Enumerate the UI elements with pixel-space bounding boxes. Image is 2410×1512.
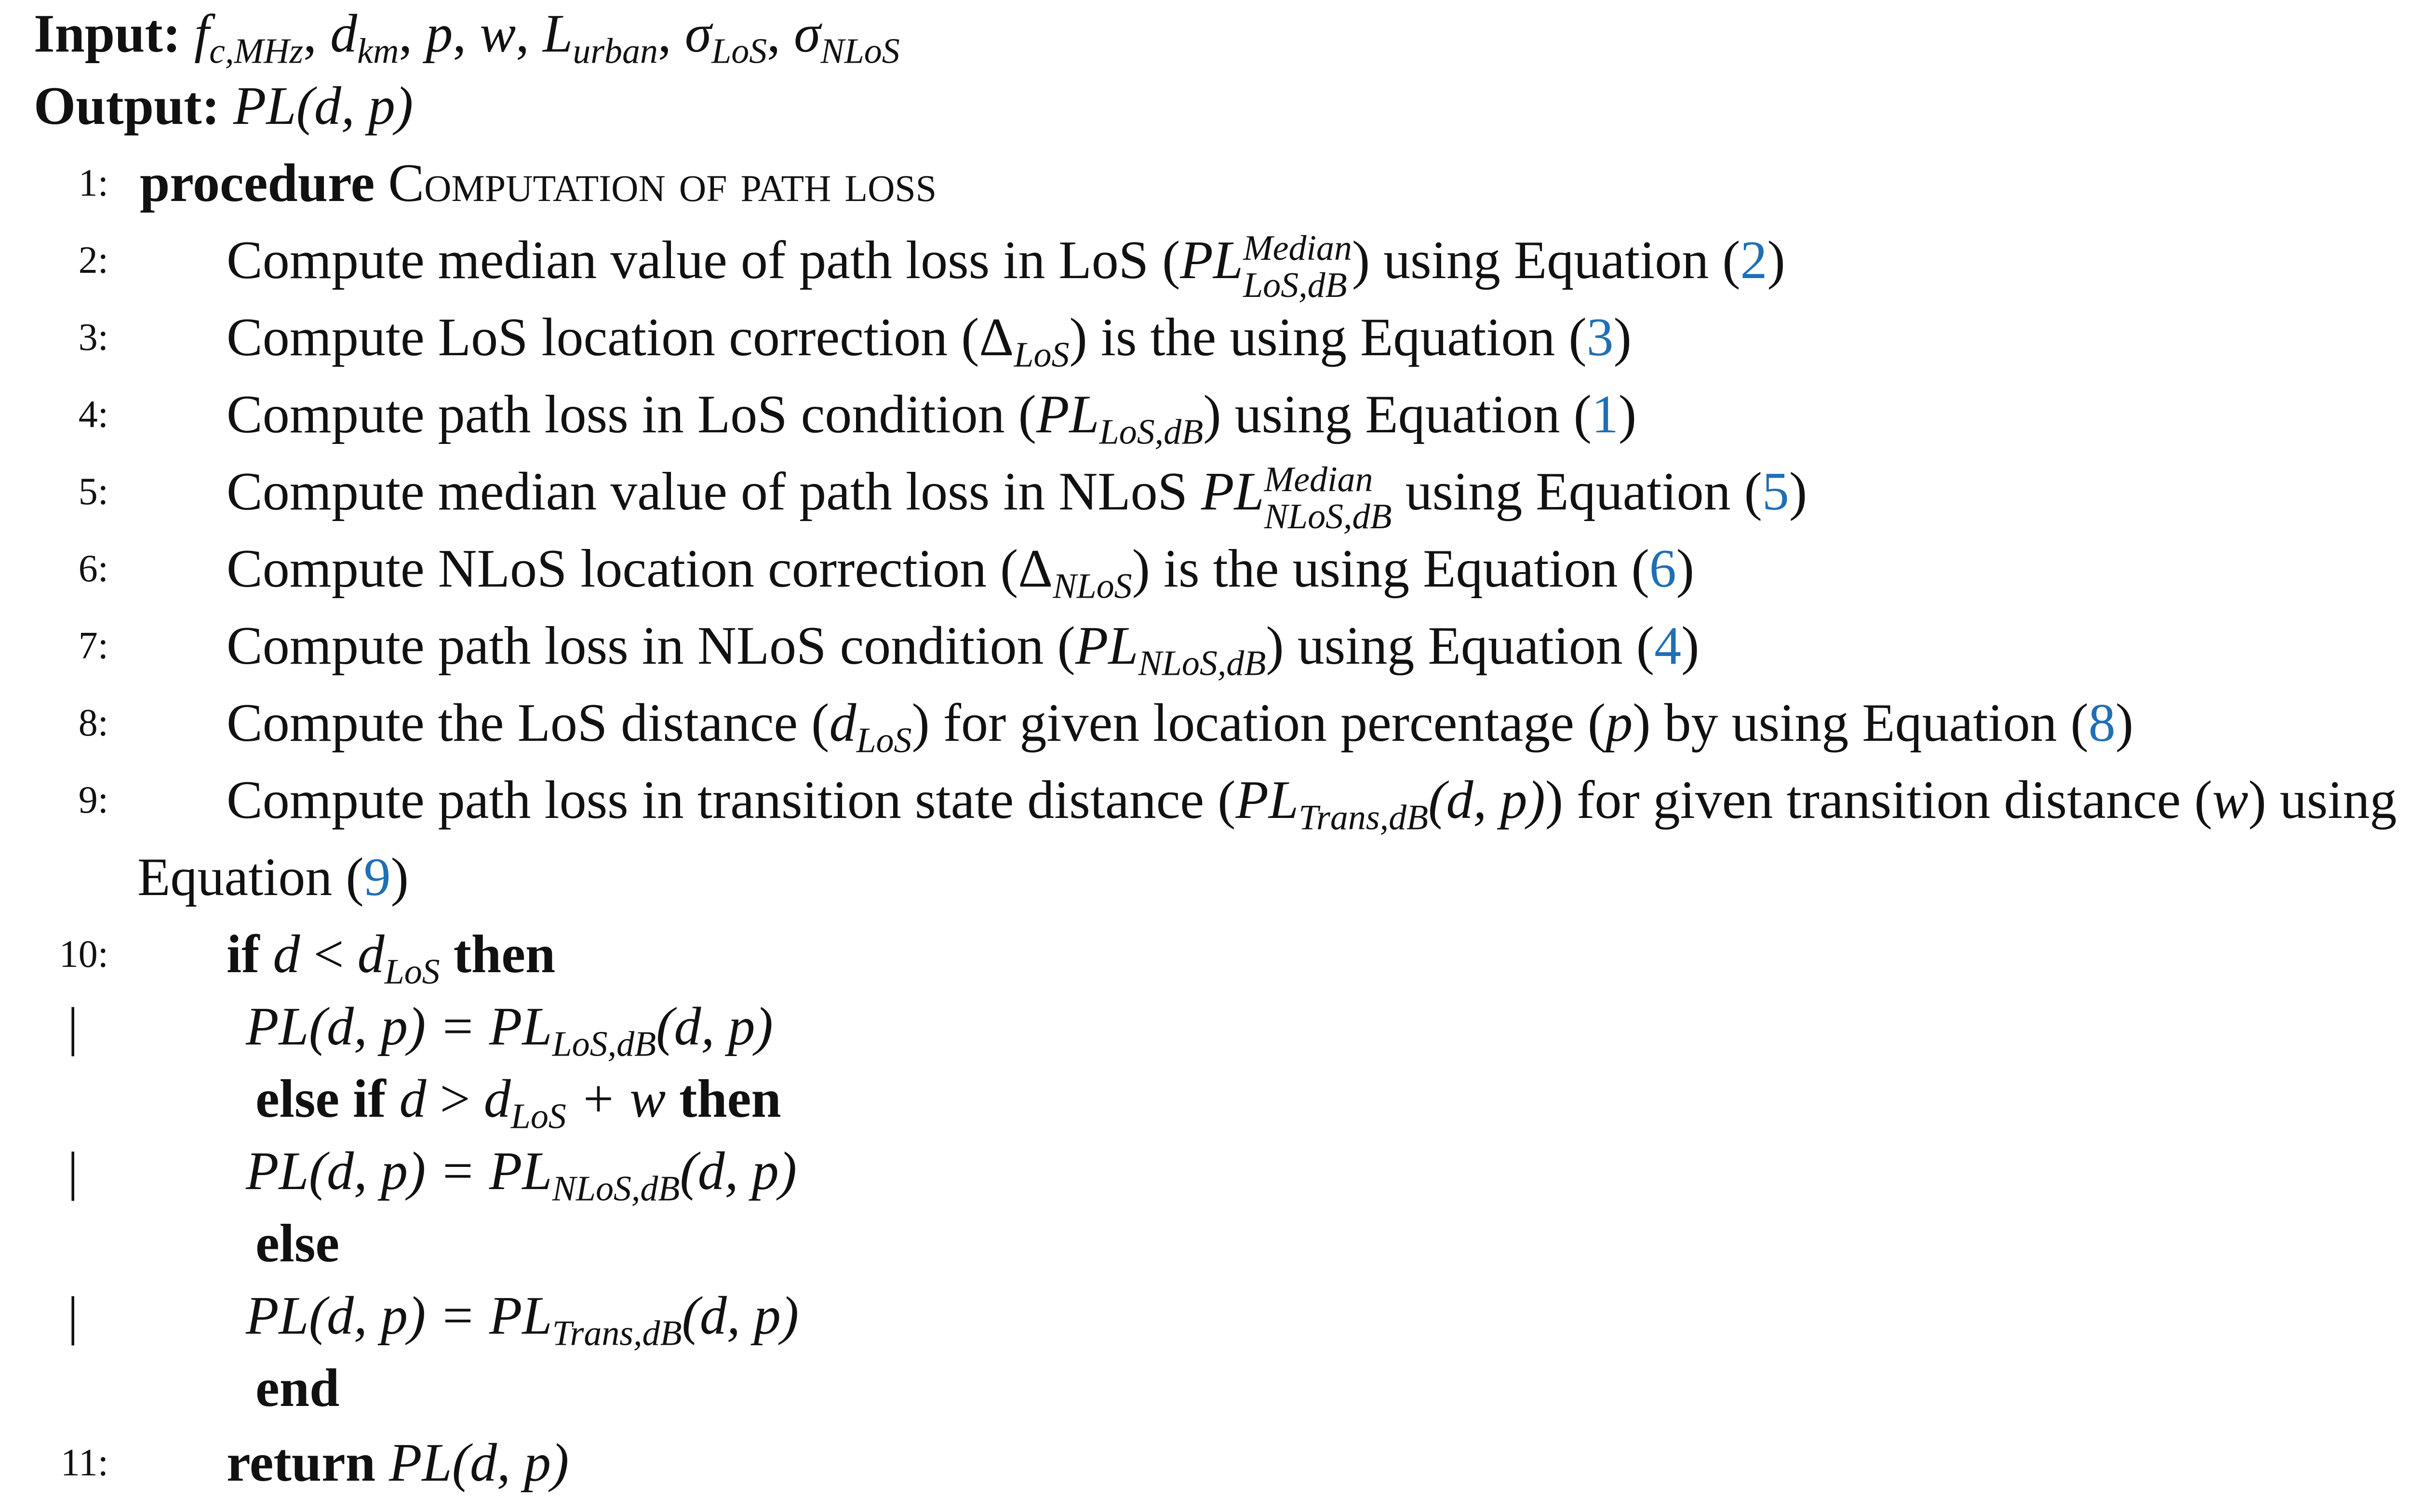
equation-ref-8[interactable]: 8: [2088, 693, 2115, 753]
line-number: 9:: [78, 779, 108, 821]
procedure-name: Computation of path loss: [388, 153, 937, 213]
else-if-keyword: else if: [255, 1069, 386, 1129]
equation-ref-9[interactable]: 9: [363, 847, 391, 907]
line-number: 5:: [78, 470, 108, 513]
if-keyword: if: [227, 924, 260, 984]
then-keyword: then: [453, 924, 556, 984]
input-var-dkm: $d_{km}$: [330, 4, 399, 71]
input-var-sigma-los: $\sigma_{LoS}$: [684, 4, 767, 71]
return-expr: PL(d, p): [388, 1433, 569, 1493]
return-keyword: return: [227, 1433, 375, 1493]
block-bar: |: [67, 997, 79, 1057]
input-line: Input: $f_{c,MHz}$, $d_{km}$, p, w, $L_{urban}$, $\sigma_{LoS}$, $\sigma_{NLoS}$: [34, 4, 900, 71]
output-label: Output:: [34, 76, 220, 136]
equation-ref-6[interactable]: 6: [1649, 539, 1676, 599]
block-bar: |: [67, 1286, 79, 1346]
line-number: 3:: [78, 316, 108, 359]
line-number: 1:: [78, 162, 108, 204]
output-line: [34, 72, 413, 140]
equation-ref-5[interactable]: 5: [1762, 462, 1789, 522]
input-var-fc: $f_{c,MHz}$: [194, 4, 304, 71]
line-number: 4:: [78, 393, 108, 436]
block-bar: |: [67, 1141, 79, 1201]
end-keyword: end: [255, 1358, 340, 1418]
line-number: 8:: [78, 702, 108, 744]
output-expr: PL(d, p): [233, 76, 414, 136]
equation-ref-4[interactable]: 4: [1654, 616, 1682, 676]
line-number: 2:: [78, 239, 108, 281]
equation-ref-2[interactable]: 2: [1740, 230, 1767, 290]
input-label: Input:: [34, 4, 181, 64]
line-number: 11:: [60, 1442, 108, 1484]
line-number: 10:: [59, 933, 108, 976]
equation-ref-1[interactable]: 1: [1591, 385, 1619, 444]
line-number: 6:: [78, 548, 108, 590]
input-var-p: p: [426, 4, 453, 64]
algorithm-block: Input: $f_{c,MHz}$, $d_{km}$, p, w, $L_{urban}$, $\sigma_{LoS}$, $\sigma_{NLoS}$ Output: PL(d, p) 1: procedure Computation of path loss 2: Compute median value of path loss in LoS (PL Median LoS,dB ) using Equation (2) 3: Compute LoS location correction $(\Delta_{LoS})$ is the using Equation (3) 4: Compute path loss in LoS condition $(PL_{LoS,dB})$ using Equation (1) 5: Compute median value of path loss in NLoS PL Median NLoS,dB using Equation (5) 6: Compute NLoS location correction $(\Delta_{NLoS})$ is the using Equation (6) 7: Compute path loss in NLoS condition $(PL_{NLoS,dB})$ using Equation (4) 8: Compute the LoS distance $(d_{LoS})$ for given location percentage (p) by using Equation (8) 9: Compute path loss in transition state distance ($PL_{Trans,dB}(d$, p)) for given transition distance (w) using Equation (9) 10: if $d < d_{LoS}$ then | PL(d, $p) = PL_{LoS,dB}(d$, p) else if $d > d_{LoS} + w$ then | PL(d, $p) = PL_{NLoS,dB}(d$, p) else | PL(d, $p) = PL_{Trans,dB}(d$, p) end 11: return PL(d, p): [0, 0, 2410, 1512]
equation-ref-3[interactable]: 3: [1586, 308, 1614, 367]
input-var-sigma-nlos: $\sigma_{NLoS}$: [794, 4, 900, 71]
else-keyword: else: [255, 1214, 340, 1273]
then-keyword: then: [679, 1069, 781, 1129]
input-var-w: w: [480, 4, 516, 64]
line-number: 7:: [78, 625, 108, 667]
procedure-keyword: procedure: [140, 153, 375, 213]
input-var-lurban: $L_{urban}$: [543, 4, 658, 71]
